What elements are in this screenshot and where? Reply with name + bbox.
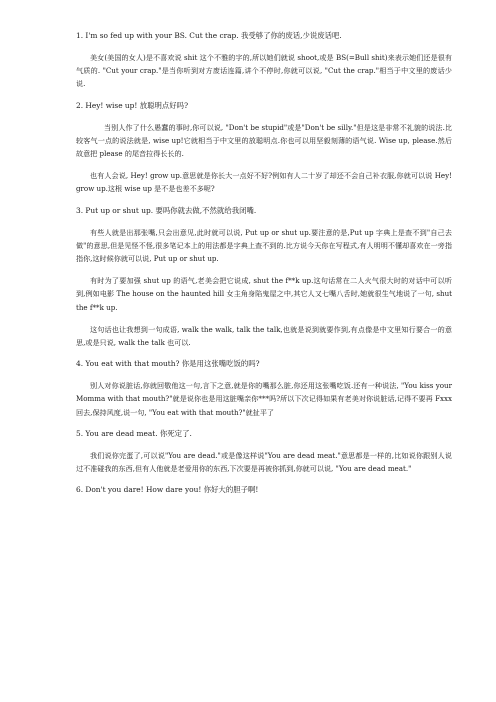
section-heading: 3. Put up or shut up. 要吗你就去做,不然就给我闭嘴. <box>76 205 257 215</box>
paragraph: 这句话也让我想到一句成语, walk the walk, talk the talk,也就是说到就要作到,有点像是中文里知行要合一的意思,或是只说, walk the talk 也可以. <box>76 324 452 348</box>
paragraph: 别人对你说脏话,你就回敬他这一句,言下之意,就是你的嘴那么脏,你还用这张嘴吃饭.还有一种说法, "You kiss your Momma with that mouth?"就是说你也是用这脏嘴亲你***吗?所以下次记得如果有老美对你说脏话,记得不要再 Fxxx 回去,保持风度,说一句, "You eat with that mouth?"就扯平了 <box>76 381 452 417</box>
section-heading: 1. I'm so fed up with your BS. Cut the crap. 我受够了你的废话,少说废话吧. <box>76 31 342 40</box>
section-6 <box>76 484 452 495</box>
section-heading: 6. Don't you dare! How dare you! 你好大的胆子啊! <box>76 485 259 495</box>
paragraph: 也有人会说, Hey! grow up.意思就是你长大一点好不好?例如有人二十岁了却还不会自己补衣服,你就可以说 Hey! grow up.这根 wise up 是不是也差不多呢? <box>76 171 452 194</box>
section-3 <box>76 205 452 350</box>
section-heading: 4. You eat with that mouth? 你是用这张嘴吃饭的吗? <box>76 359 260 369</box>
paragraph: 美女(美国的女人)是不喜欢说 shit 这个不雅的字的,所以她们就说 shoot,或是 BS(=Bull shit)来表示她们还是很有气质的. "Cut your crap."是当你听到对方废话连篇,讲个不停时,你就可以说, "Cut the crap."相当于中文里的废话少说. <box>76 53 452 89</box>
section-heading: 5. You are dead meat. 你死定了. <box>76 428 192 438</box>
section-1 <box>76 30 452 91</box>
section-4 <box>76 358 452 419</box>
paragraph: 当别人作了什么愚蠢的事时,你可以说, "Don't be stupid"或是"Don't be silly."但是这是非常不礼貌的说法.比较客气一点的说法就是, wise up!它就相当于中文里的放聪明点.你也可以用坚毅刻薄的语气说. Wise up, please.然后故意把 please 的尾音拉得长长的. <box>76 122 452 159</box>
section-heading: 2. Hey! wise up! 放聪明点好吗? <box>76 100 189 110</box>
paragraph: 有些人就是出那张嘴,只会出意见,此时就可以说, Put up or shut up.要注意的是,Put up 字典上是查不到"自己去做"的意思,但是见怪不怪,很多笔记本上的用法都是字典上查不到的.比方说今天你在写程式,有人明明不懂却喜欢在一旁指指你,这时候你就可以说, Put up or shut up. <box>76 227 452 264</box>
section-2 <box>76 100 452 196</box>
section-5 <box>76 428 452 475</box>
paragraph: 有时为了要加强 shut up 的语气,老美会把它说成, shut the f**k up.这句话常在二人火气很大时的对话中可以听到,例如电影 The house on the haunted hill 女主角身陷鬼屋之中,其它人又七嘴八舌时,她就很生气地说了一句, shut the f**k up. <box>76 276 452 312</box>
paragraph: 我们说你完蛋了,可以说"You are dead."或是像这样说"You are dead meat."意思都是一样的,比如说你跟别人说过不准碰我的东西,但有人他就是老爱用你的东西,下次要是再被你抓到,你就可以说, "You are dead meat." <box>76 450 452 474</box>
